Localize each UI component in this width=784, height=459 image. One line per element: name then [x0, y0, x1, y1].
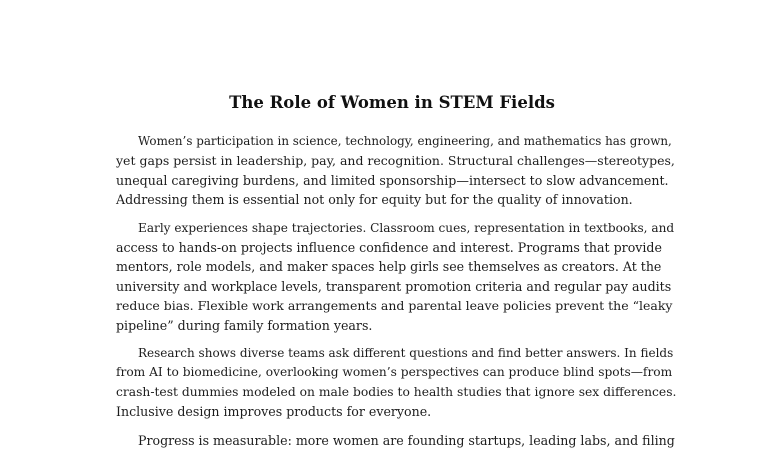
paragraph-1 [116, 132, 676, 210]
paragraph-line: university and workplace levels, transparent promotion criteria and regular pay audits [116, 278, 672, 294]
paragraph-4 [116, 431, 676, 450]
paragraph-line: from AI to biomedicine, overlooking women’s perspectives can produce blind spots—from [116, 365, 673, 380]
paragraph-line: Inclusive design improves products for everyone. [116, 404, 432, 420]
paragraph-line: pipeline” during family formation years. [116, 317, 373, 333]
paragraph-line: crash-test dummies modeled on male bodies to health studies that ignore sex differences. [116, 384, 677, 399]
paragraph-line: Addressing them is essential not only for equity but for the quality of innovation. [116, 192, 633, 208]
paragraph-line: Women’s participation in science, technology, engineering, and mathematics has grown, [138, 134, 672, 148]
paragraph-line: access to hands-on projects influence confidence and interest. Programs that provide [116, 240, 662, 256]
paragraph-line: reduce bias. Flexible work arrangements and parental leave policies prevent the “leaky [116, 298, 673, 314]
paragraph-line: Early experiences shape trajectories. Classroom cues, representation in textbooks, and [138, 220, 675, 235]
document-body [116, 132, 676, 459]
paragraph-line: unequal caregiving burdens, and limited sponsorship—intersect to slow advancement. [116, 172, 669, 188]
paragraph-line: mentors, role models, and maker spaces help girls see themselves as creators. At the [116, 259, 662, 275]
paragraph-line: yet gaps persist in leadership, pay, and recognition. Structural challenges—stereotypes, [116, 153, 675, 169]
paragraph-line: Research shows diverse teams ask different questions and find better answers. In fields [138, 346, 674, 361]
paragraph-line: Progress is measurable: more women are founding startups, leading labs, and filing [138, 432, 675, 448]
paragraph-3 [116, 344, 676, 422]
paragraph-2 [116, 219, 676, 335]
document-title: The Role of Women in STEM Fields [229, 93, 555, 112]
